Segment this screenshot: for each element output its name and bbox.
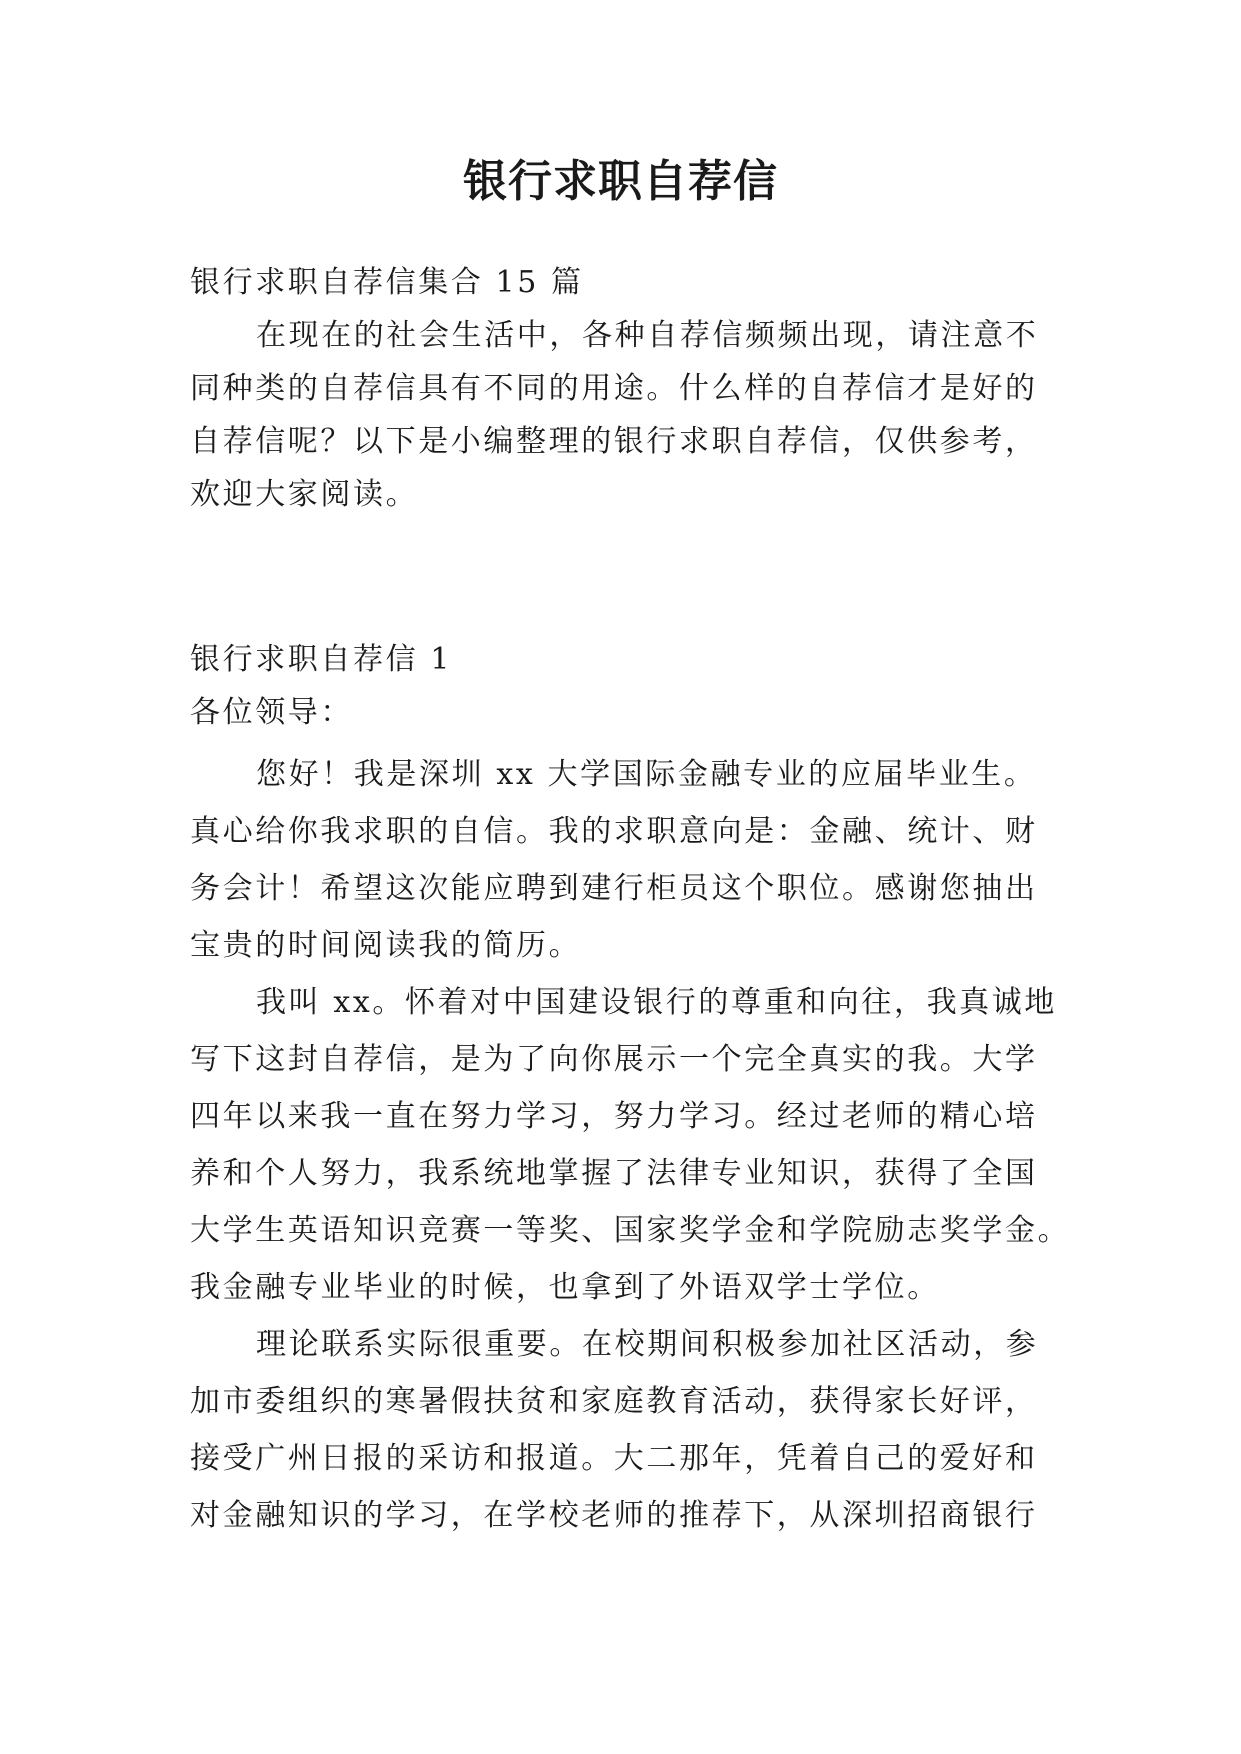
paragraph-line: 真心给你我求职的自信。我的求职意向是：金融、统计、财 bbox=[190, 814, 1038, 849]
intro-line: 自荐信呢？以下是小编整理的银行求职自荐信，仅供参考， bbox=[190, 424, 1038, 459]
paragraph-line: 您好！我是深圳 xx 大学国际金融专业的应届毕业生。 bbox=[256, 757, 1037, 792]
intro-line: 欢迎大家阅读。 bbox=[190, 477, 419, 512]
paragraph-line: 加市委组织的寒暑假扶贫和家庭教育活动，获得家长好评， bbox=[190, 1384, 1038, 1419]
paragraph-line: 四年以来我一直在努力学习，努力学习。经过老师的精心培 bbox=[190, 1099, 1038, 1134]
paragraph-line: 写下这封自荐信，是为了向你展示一个完全真实的我。大学 bbox=[190, 1042, 1038, 1077]
section-heading: 银行求职自荐信 1 bbox=[190, 642, 453, 677]
paragraph-line: 大学生英语知识竞赛一等奖、国家奖学金和学院励志奖学金。 bbox=[190, 1213, 1071, 1248]
paragraph-line: 养和个人努力，我系统地掌握了法律专业知识，获得了全国 bbox=[190, 1156, 1038, 1191]
paragraph-line: 接受广州日报的采访和报道。大二那年，凭着自己的爱好和 bbox=[190, 1441, 1038, 1476]
paragraph-line: 理论联系实际很重要。在校期间积极参加社区活动，参 bbox=[256, 1327, 1039, 1362]
paragraph-line: 务会计！希望这次能应聘到建行柜员这个职位。感谢您抽出 bbox=[190, 871, 1038, 906]
paragraph-line: 对金融知识的学习，在学校老师的推荐下，从深圳招商银行 bbox=[190, 1498, 1038, 1533]
salutation: 各位领导： bbox=[190, 695, 353, 730]
document-subtitle: 银行求职自荐信集合 15 篇 bbox=[190, 265, 584, 300]
page-title: 银行求职自荐信 bbox=[463, 156, 778, 207]
paragraph-line: 我叫 xx。怀着对中国建设银行的尊重和向往，我真诚地 bbox=[256, 985, 1057, 1020]
paragraph-line: 宝贵的时间阅读我的简历。 bbox=[190, 928, 582, 963]
intro-line: 在现在的社会生活中，各种自荐信频频出现，请注意不 bbox=[256, 318, 1039, 353]
paragraph-line: 我金融专业毕业的时候，也拿到了外语双学士学位。 bbox=[190, 1270, 940, 1305]
intro-line: 同种类的自荐信具有不同的用途。什么样的自荐信才是好的 bbox=[190, 371, 1038, 406]
